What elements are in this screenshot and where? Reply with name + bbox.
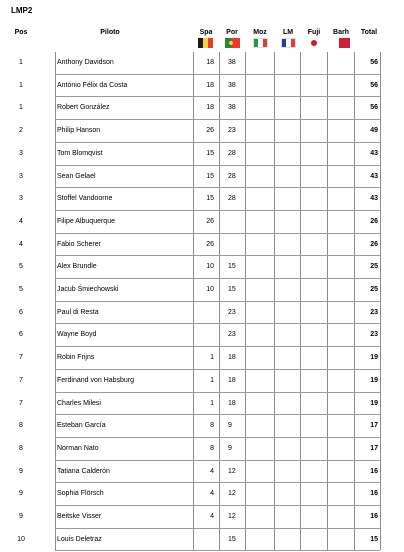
pilot-name-cell: Esteban García <box>57 422 106 430</box>
total-points-cell: 43 <box>370 172 378 180</box>
pilot-name-cell: Wayne Boyd <box>57 331 97 339</box>
total-points-cell: 25 <box>370 263 378 271</box>
header-pos: Pos <box>14 29 28 36</box>
por-points-cell: 18 <box>228 354 236 362</box>
spa-points-cell: 4 <box>210 467 214 475</box>
pilot-name-cell: Sean Gelael <box>57 172 96 180</box>
por-points-cell: 12 <box>228 490 236 498</box>
pilot-name-cell: Filipe Albuquerque <box>57 217 115 225</box>
header-race-moz: Moz <box>253 29 267 36</box>
position-cell: 3 <box>19 172 23 180</box>
pilot-name-cell: Sophia Flörsch <box>57 490 104 498</box>
position-cell: 2 <box>19 127 23 135</box>
pilot-name-cell: Ferdinand von Habsburg <box>57 376 135 384</box>
position-cell: 6 <box>19 308 23 316</box>
pilot-name-cell: Stoffel Vandoorne <box>57 195 113 203</box>
table-row <box>0 234 404 257</box>
por-points-cell: 38 <box>228 81 236 89</box>
pilot-name-cell: Tatiana Calderón <box>57 467 110 475</box>
table-row <box>0 438 404 461</box>
pilot-name-cell: Alex Brundle <box>57 263 97 271</box>
por-points-cell: 23 <box>228 308 236 316</box>
position-cell: 7 <box>19 399 23 407</box>
header-total: Total <box>360 29 378 36</box>
total-points-cell: 56 <box>370 104 378 112</box>
spa-points-cell: 4 <box>210 490 214 498</box>
table-row <box>0 75 404 98</box>
spa-points-cell: 10 <box>206 286 214 293</box>
por-points-cell: 38 <box>228 59 236 66</box>
spa-points-cell: 18 <box>206 59 214 66</box>
pilot-name-cell: Philip Hanson <box>57 127 101 135</box>
spa-points-cell: 26 <box>206 127 214 135</box>
portugal-flag <box>225 38 240 48</box>
total-points-cell: 19 <box>370 399 378 407</box>
table-row <box>0 529 404 552</box>
pilot-name-cell: Anthony Davidson <box>57 59 114 66</box>
position-cell: 8 <box>19 444 23 452</box>
spa-points-cell: 1 <box>210 354 214 362</box>
total-points-cell: 17 <box>370 444 378 452</box>
por-points-cell: 23 <box>228 127 236 135</box>
spa-points-cell: 18 <box>206 81 214 89</box>
por-points-cell: 9 <box>228 422 232 430</box>
position-cell: 9 <box>19 513 23 520</box>
pilot-name-cell: Louis Deletraz <box>57 535 102 543</box>
spa-points-cell: 4 <box>210 513 214 520</box>
por-points-cell: 23 <box>228 331 236 339</box>
position-cell: 1 <box>19 104 23 112</box>
position-cell: 7 <box>19 376 23 384</box>
total-points-cell: 56 <box>370 81 378 89</box>
total-points-cell: 43 <box>370 195 378 203</box>
position-cell: 1 <box>19 59 23 66</box>
pilot-name-cell: Jacub Śmiechowski <box>57 286 119 293</box>
header-race-lm: LM <box>282 29 294 36</box>
position-cell: 8 <box>19 422 23 430</box>
spa-points-cell: 15 <box>206 172 214 180</box>
por-points-cell: 15 <box>228 263 236 271</box>
italy-flag <box>253 38 268 48</box>
por-points-cell: 28 <box>228 149 236 157</box>
table-row <box>0 256 404 279</box>
spa-points-cell: 26 <box>206 240 214 248</box>
table-row <box>0 188 404 211</box>
por-points-cell: 38 <box>228 104 236 112</box>
table-row <box>0 347 404 370</box>
spa-points-cell: 15 <box>206 149 214 157</box>
japan-flag <box>307 38 322 48</box>
spa-points-cell: 8 <box>210 422 214 430</box>
header-race-fuji: Fuji <box>307 29 321 36</box>
total-points-cell: 26 <box>370 240 378 248</box>
pilot-name-cell: Paul di Resta <box>57 308 99 316</box>
total-points-cell: 23 <box>370 331 378 339</box>
position-cell: 9 <box>19 467 23 475</box>
position-cell: 4 <box>19 217 23 225</box>
total-points-cell: 56 <box>370 59 378 66</box>
total-points-cell: 26 <box>370 217 378 225</box>
position-cell: 6 <box>19 331 23 339</box>
position-cell: 5 <box>19 263 23 271</box>
table-row <box>0 97 404 120</box>
total-points-cell: 16 <box>370 467 378 475</box>
row-divider <box>55 550 380 551</box>
pilot-name-cell: Robin Frijns <box>57 354 95 362</box>
header-pilot: Piloto <box>100 29 120 36</box>
table-row <box>0 211 404 234</box>
position-cell: 10 <box>17 535 25 543</box>
table-row <box>0 279 404 302</box>
total-points-cell: 19 <box>370 376 378 384</box>
table-row <box>0 506 404 529</box>
table-row <box>0 324 404 347</box>
por-points-cell: 18 <box>228 376 236 384</box>
position-cell: 4 <box>19 240 23 248</box>
spa-points-cell: 26 <box>206 217 214 225</box>
pilot-name-cell: Beitske Visser <box>57 513 102 520</box>
header-race-por: Por <box>226 29 238 36</box>
total-points-cell: 43 <box>370 149 378 157</box>
position-cell: 3 <box>19 149 23 157</box>
total-points-cell: 19 <box>370 354 378 362</box>
por-points-cell: 18 <box>228 399 236 407</box>
table-row <box>0 302 404 325</box>
por-points-cell: 9 <box>228 444 232 452</box>
pilot-name-cell: Fabio Scherer <box>57 240 101 248</box>
pilot-name-cell: Charles Milesi <box>57 399 101 407</box>
standings-title: LMP2 <box>11 6 33 15</box>
header-race-spa: Spa <box>199 29 213 36</box>
position-cell: 7 <box>19 354 23 362</box>
table-row <box>0 143 404 166</box>
total-points-cell: 23 <box>370 308 378 316</box>
position-cell: 3 <box>19 195 23 203</box>
table-row <box>0 120 404 143</box>
por-points-cell: 15 <box>228 535 236 543</box>
table-row <box>0 370 404 393</box>
por-points-cell: 15 <box>228 286 236 293</box>
total-points-cell: 15 <box>370 535 378 543</box>
por-points-cell: 28 <box>228 195 236 203</box>
total-points-cell: 25 <box>370 286 378 293</box>
france-flag <box>281 38 296 48</box>
table-row <box>0 483 404 506</box>
spa-points-cell: 18 <box>206 104 214 112</box>
por-points-cell: 28 <box>228 172 236 180</box>
position-cell: 1 <box>19 81 23 89</box>
position-cell: 9 <box>19 490 23 498</box>
belgium-flag <box>198 38 213 48</box>
total-points-cell: 49 <box>370 127 378 135</box>
pilot-name-cell: Norman Nato <box>57 444 99 452</box>
spa-points-cell: 1 <box>210 376 214 384</box>
table-row <box>0 52 404 75</box>
total-points-cell: 17 <box>370 422 378 430</box>
total-points-cell: 16 <box>370 490 378 498</box>
pilot-name-cell: Tom Blomqvist <box>57 149 103 157</box>
bahrain-flag <box>335 38 350 48</box>
spa-points-cell: 8 <box>210 444 214 452</box>
position-cell: 5 <box>19 286 23 293</box>
spa-points-cell: 15 <box>206 195 214 203</box>
pilot-name-cell: Robert González <box>57 104 110 112</box>
pilot-name-cell: António Félix da Costa <box>57 81 128 89</box>
table-row <box>0 461 404 484</box>
header-race-barh: Barh <box>333 29 349 36</box>
total-points-cell: 16 <box>370 513 378 520</box>
table-row <box>0 166 404 189</box>
spa-points-cell: 10 <box>206 263 214 271</box>
por-points-cell: 12 <box>228 467 236 475</box>
table-row <box>0 393 404 416</box>
table-row <box>0 415 404 438</box>
por-points-cell: 12 <box>228 513 236 520</box>
spa-points-cell: 1 <box>210 399 214 407</box>
